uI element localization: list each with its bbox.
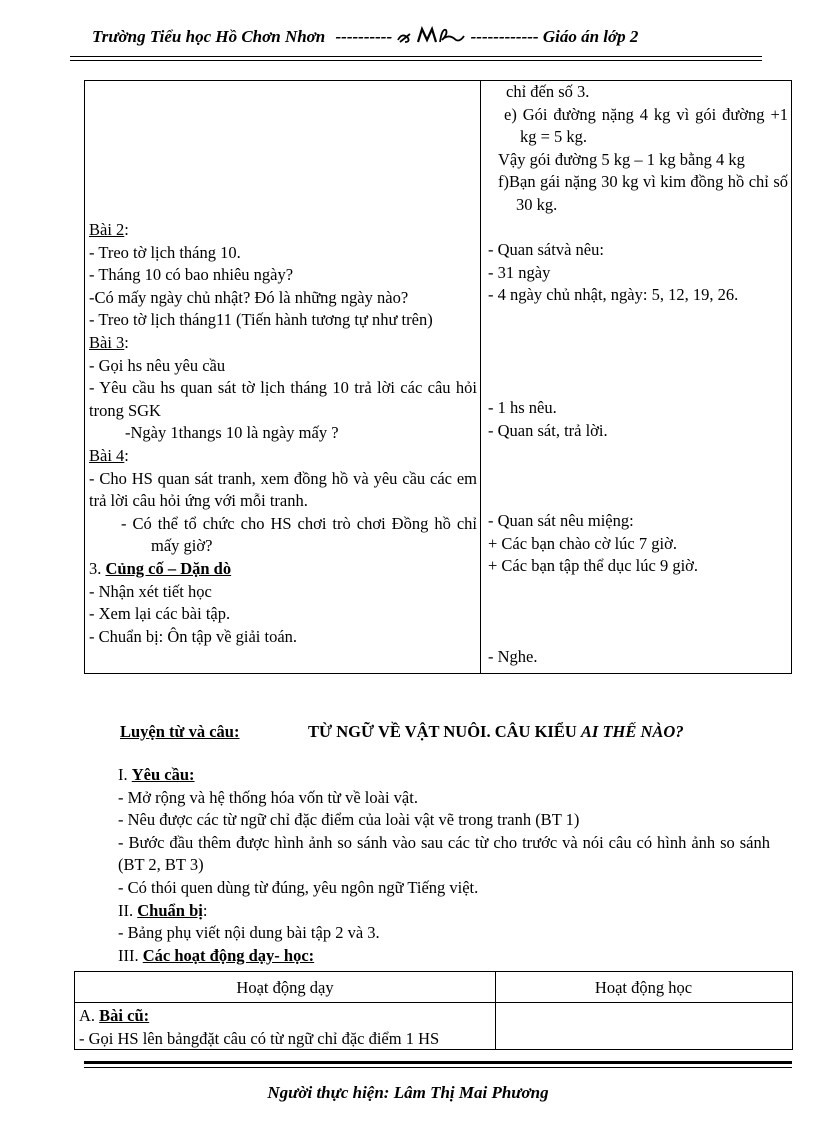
blank-line — [488, 578, 788, 601]
blank-line — [488, 375, 788, 398]
text-line: Vậy gói đường 5 kg – 1 kg bằng 4 kg — [498, 149, 745, 169]
text-line: + Các bạn chào cờ lúc 7 giờ. — [488, 533, 677, 553]
text-line: 3. Củng cố – Dặn dò — [89, 558, 232, 578]
text-line: II. Chuẩn bị: — [118, 900, 208, 920]
header-dashes-left: ---------- — [335, 27, 393, 46]
text-line: - Bước đầu thêm được hình ảnh so sánh vào sau các từ cho trước và nói câu có hình ảnh so sánh (BT 2, BT 3) — [118, 832, 770, 875]
text-line: - Nghe. — [488, 646, 538, 666]
text-line: - Gọi hs nêu yêu cầu — [89, 355, 226, 375]
grade-label: Giáo án lớp 2 — [542, 27, 639, 46]
blank-line — [488, 217, 788, 240]
text-line: chỉ đến số 3. — [506, 82, 590, 101]
text-line: f)Bạn gái nặng 30 kg vì kim đồng hồ chỉ số 30 kg. — [498, 172, 788, 214]
blank-line — [488, 352, 788, 375]
footer-rule-thin — [84, 1067, 792, 1068]
student-activities-column — [488, 81, 788, 668]
text-line: - Xem lại các bài tập. — [89, 604, 231, 624]
activities-table-2 — [74, 971, 793, 1050]
row-text: - Gọi HS lên bảngđặt câu có từ ngữ chỉ đặc điểm 1 HS — [79, 1028, 440, 1048]
text-line: - Nhận xét tiết học — [89, 581, 212, 601]
lesson-heading: TỪ NGỮ VỀ VẬT NUÔI. CÂU KIỂU AI THẾ NÀO? — [308, 722, 684, 741]
text-line: - Có thể tổ chức cho HS chơi trò chơi Đồng hồ chỉ mấy giờ? — [121, 513, 477, 556]
header-rule-2 — [70, 60, 762, 61]
text-line: -Có mấy ngày chủ nhật? Đó là những ngày nào? — [89, 287, 409, 307]
blank-line — [488, 488, 788, 511]
row-heading: A. Bài cũ: — [79, 1006, 150, 1025]
teacher-activities-column — [89, 219, 477, 648]
text-line: III. Các hoạt động dạy- học: — [118, 945, 315, 965]
blank-line — [488, 623, 788, 646]
text-line: - Có thói quen dùng từ đúng, yêu ngôn ngữ Tiếng việt. — [118, 877, 479, 897]
text-line: - 1 hs nêu. — [488, 398, 557, 418]
column-header-teacher: Hoạt động dạy — [236, 978, 334, 997]
text-line: Bài 2: — [89, 220, 129, 239]
header-dashes-right: ------------ — [470, 27, 539, 46]
footer-rule — [84, 1061, 792, 1064]
text-line: - Tháng 10 có bao nhiêu ngày? — [89, 265, 294, 285]
table-row — [79, 1005, 439, 1050]
text-line: - Quan sát, trả lời. — [488, 420, 608, 440]
text-line: - Treo tờ lịch tháng 10. — [89, 242, 241, 262]
header-rule — [70, 56, 762, 57]
text-line: I. Yêu cầu: — [118, 765, 195, 784]
decorative-logo-icon — [396, 26, 466, 46]
lesson-content — [118, 764, 770, 967]
text-line: - Bảng phụ viết nội dung bài tập 2 và 3. — [118, 923, 380, 943]
text-line: - Mở rộng và hệ thống hóa vốn từ về loài vật. — [118, 787, 418, 807]
blank-line — [488, 443, 788, 466]
text-line: - Yêu cầu hs quan sát tờ lịch tháng 10 trả lời các câu hỏi trong SGK — [89, 378, 477, 420]
text-line: Bài 4: — [89, 445, 129, 465]
text-line: + Các bạn tập thể dục lúc 9 giờ. — [488, 556, 699, 576]
table-column-divider — [480, 81, 481, 673]
school-name: Trường Tiểu học Hồ Chơn Nhơn — [92, 27, 326, 46]
blank-line — [488, 601, 788, 624]
page-header — [92, 26, 732, 52]
activities-table — [84, 80, 792, 674]
lesson-heading-italic: AI THẾ NÀO? — [580, 722, 684, 741]
blank-line — [488, 307, 788, 330]
page-footer: Người thực hiện: Lâm Thị Mai Phương — [267, 1083, 549, 1102]
text-line: - Treo tờ lịch tháng11 (Tiến hành tương tự như trên) — [89, 310, 433, 330]
text-line: - Cho HS quan sát tranh, xem đồng hồ và yêu cầu các em trả lời câu hỏi ứng với mỗi tranh. — [89, 468, 477, 511]
text-line: e) Gói đường nặng 4 kg vì gói đường +1 kg = 5 kg. — [504, 104, 788, 147]
text-line: - Chuẩn bị: Ôn tập về giải toán. — [89, 626, 298, 646]
column-header-student: Hoạt động học — [594, 978, 693, 997]
text-line: - Quan sát nêu miệng: — [488, 511, 634, 531]
text-line: - 4 ngày chủ nhật, ngày: 5, 12, 19, 26. — [488, 285, 739, 305]
text-line: -Ngày 1thangs 10 là ngày mấy ? — [125, 423, 339, 443]
subject-label: Luyện từ và câu: — [120, 722, 240, 741]
blank-line — [488, 465, 788, 488]
text-line: - 31 ngày — [488, 262, 551, 282]
text-line: - Quan sátvà nêu: — [488, 240, 604, 260]
blank-line — [488, 330, 788, 353]
text-line: - Nêu được các từ ngữ chỉ đặc điểm của loài vật vẽ trong tranh (BT 1) — [118, 810, 580, 830]
text-line: Bài 3: — [89, 332, 129, 352]
lesson-title — [120, 722, 760, 742]
